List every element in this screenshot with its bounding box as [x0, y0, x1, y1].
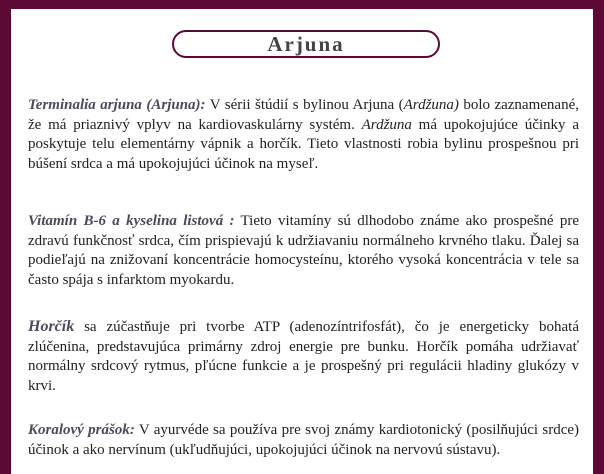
paragraph-koralovy-prasok — [28, 421, 579, 460]
paragraph-lead: Terminalia arjuna (Arjuna): — [28, 97, 206, 113]
paragraph-text: V ayurvéde sa používa pre svoj známy kardiotonický (posilňujúci srdce) účinok a ako nervínum (ukľudňujúci, upokojujúci účinok na nervovú sústavu). — [28, 422, 580, 458]
paragraph-horcik — [28, 317, 579, 396]
paragraph-text: Tieto vitamíny sú dlhodobo známe ako prospešné pre zdravú funkčnosť srdca, čím prispievajú k udržiavaniu normálneho krvného tlaku. Ďalej sa podieľajú na znižovaní koncentrácie homocysteínu, ktorého vysoká koncentrácia v tele sa často spája s infarktom myokardu. — [28, 213, 579, 288]
paragraph-lead: Koralový prášok: — [28, 422, 135, 438]
paragraph-text: bolo zaznamenané, že má priaznivý vplyv na kardiovaskulárny systém. — [28, 97, 579, 133]
paragraph-italic-term: Ardžuna — [361, 116, 412, 133]
paragraph-lead: Vitamín B-6 a kyselina listová : — [28, 213, 235, 229]
paragraph-text: sa zúčastňuje pri tvorbe ATP (adenozíntrifosfát), čo je energeticky bohatá zlúčenina, predstavujúca primárny zdroj energie pre bunku. Horčík pomáha udržiavať normálny srdcový rytmus, pľúcne funkcie a je prospešný pri regulácii hladiny glukózy v krvi. — [28, 319, 579, 394]
paragraph-text: má upokojujúce účinky a poskytuje telu elementárny vápnik a horčík. Tieto vlastnosti robia bylinu prospešnou pri búšení srdca a má upokojujúci účinok na myseľ. — [28, 116, 579, 172]
page-title: Arjuna — [172, 30, 440, 58]
paragraph-lead: Horčík — [28, 318, 75, 335]
paragraph-text: V sérii štúdií s bylinou Arjuna ( — [205, 97, 404, 113]
paragraph-italic-term: Ardžuna) — [403, 97, 459, 113]
paragraph-arjuna — [28, 96, 579, 174]
paragraph-vitamin-b6 — [28, 212, 579, 290]
